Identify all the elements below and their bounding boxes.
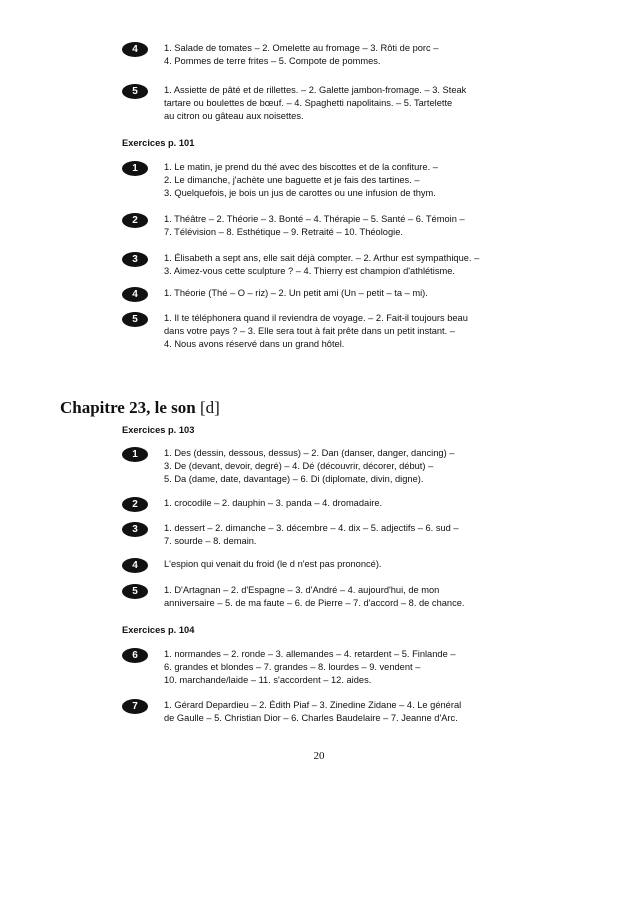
answer-line: 1. Le matin, je prend du thé avec des biscottes et de la confiture. – [164,162,438,172]
page-number: 20 [313,750,325,762]
answer-line: 1. Il te téléphonera quand il reviendra de voyage. – 2. Fait-il toujours beau [164,313,468,323]
answer-line: 1. Assiette de pâté et de rillettes. – 2. Galette jambon-fromage. – 3. Steak [164,85,467,95]
exercise-number-badge: 5 [122,584,148,599]
chapter-sound-symbol: [d] [199,398,220,417]
answer-line: 1. normandes – 2. ronde – 3. allemandes – 4. retardent – 5. Finlande – [164,649,456,659]
exercise-number-badge: 7 [122,699,148,714]
answer-line: 4. Nous avons réservé dans un grand hôtel. [164,339,345,349]
answer-line: 1. Théorie (Thé – O – riz) – 2. Un petit ami (Un – petit – ta – mi). [164,288,428,298]
exercise-number-badge: 2 [122,213,148,228]
answer-line: dans votre pays ? – 3. Elle sera tout à fait prête dans un petit instant. – [164,326,455,336]
answer-line: 3. Quelquefois, je bois un jus de carottes ou une infusion de thym. [164,188,436,198]
answer-line: 1. Salade de tomates – 2. Omelette au fromage – 3. Rôti de porc – [164,43,439,53]
answer-line: 5. Da (dame, date, davantage) – 6. Di (diplomate, divin, digne). [164,474,424,484]
exercise-number-badge: 5 [122,312,148,327]
answer-line: 1. Théâtre – 2. Théorie – 3. Bonté – 4. Thérapie – 5. Santé – 6. Témoin – [164,214,465,224]
section-heading: Exercices p. 101 [122,138,195,148]
answer-line: tartare ou boulettes de bœuf. – 4. Spaghetti napolitains. – 5. Tartelette [164,98,453,108]
answer-line: au citron ou gâteau aux noisettes. [164,111,304,121]
answer-line: L'espion qui venait du froid (le d n'est pas prononcé). [164,559,382,569]
chapter-title-text: Chapitre 23, le son [60,398,196,417]
answer-line: de Gaulle – 5. Christian Dior – 6. Charles Baudelaire – 7. Jeanne d'Arc. [164,713,458,723]
exercise-number-badge: 3 [122,522,148,537]
answer-line: anniversaire – 5. de ma faute – 6. de Pierre – 7. d'accord – 8. de chance. [164,598,465,608]
answer-line: 3. De (devant, devoir, degré) – 4. Dé (découvrir, décorer, début) – [164,461,434,471]
answer-line: 1. Des (dessin, dessous, dessus) – 2. Dan (danser, danger, dancing) – [164,448,455,458]
exercise-number-badge: 4 [122,558,148,573]
exercise-number-badge: 5 [122,84,148,99]
answer-line: 1. Gérard Depardieu – 2. Édith Piaf – 3. Zinedine Zidane – 4. Le général [164,700,462,710]
exercise-number-badge: 1 [122,161,148,176]
answer-line: 7. Télévision – 8. Esthétique – 9. Retraité – 10. Théologie. [164,227,403,237]
exercise-number-badge: 4 [122,287,148,302]
exercise-number-badge: 3 [122,252,148,267]
answer-line: 1. crocodile – 2. dauphin – 3. panda – 4. dromadaire. [164,498,383,508]
answer-line: 2. Le dimanche, j'achète une baguette et je fais des tartines. – [164,175,420,185]
answer-line: 1. Élisabeth a sept ans, elle sait déjà compter. – 2. Arthur est sympathique. – [164,253,480,263]
answer-line: 1. dessert – 2. dimanche – 3. décembre – 4. dix – 5. adjectifs – 6. sud – [164,523,459,533]
exercise-number-badge: 6 [122,648,148,663]
exercise-number-badge: 4 [122,42,148,57]
answer-line: 10. marchande/laide – 11. s'accordent – 12. aides. [164,675,372,685]
exercise-number-badge: 1 [122,447,148,462]
section-heading: Exercices p. 104 [122,625,195,635]
chapter-title [60,398,220,418]
answer-line: 7. sourde – 8. demain. [164,536,257,546]
answer-line: 3. Aimez-vous cette sculpture ? – 4. Thierry est champion d'athlétisme. [164,266,455,276]
answer-line: 6. grandes et blondes – 7. grandes – 8. lourdes – 9. vendent – [164,662,421,672]
answer-line: 4. Pommes de terre frites – 5. Compote de pommes. [164,56,381,66]
answer-line: 1. D'Artagnan – 2. d'Espagne – 3. d'André – 4. aujourd'hui, de mon [164,585,440,595]
section-heading: Exercices p. 103 [122,425,195,435]
exercise-number-badge: 2 [122,497,148,512]
